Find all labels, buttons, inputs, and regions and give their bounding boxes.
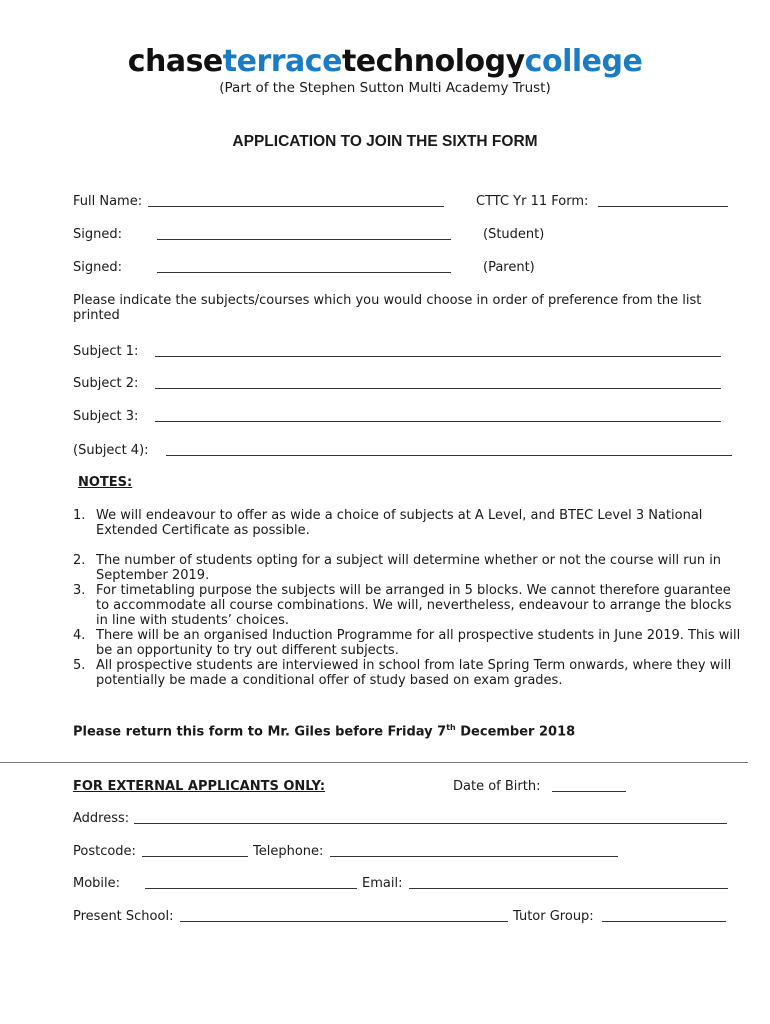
postcode-field[interactable] (142, 856, 248, 857)
logo-college: college (524, 44, 643, 79)
college-logo (0, 44, 770, 79)
dob-field[interactable] (552, 791, 626, 792)
present-school-field[interactable] (180, 921, 508, 922)
email-field[interactable] (409, 888, 728, 889)
note-item: 5. All prospective students are interviewed in school from late Spring Term onwards, where they will potentially be made a conditional offer of study based on exam grades. (73, 658, 732, 688)
address-label: Address: (73, 811, 130, 826)
note-item: 3. For timetabling purpose the subjects will be arranged in 5 blocks. We cannot therefore guarantee to accommodate all course combinations. We will, nevertheless, endeavour to arrange the blocks in line with students’ choices. (73, 583, 732, 628)
address-field[interactable] (134, 823, 727, 824)
tutor-group-label: Tutor Group: (513, 909, 594, 924)
parent-label: (Parent) (483, 260, 535, 275)
note-item: 1. We will endeavour to offer as wide a choice of subjects at A Level, and BTEC Level 3 National Extended Certificate as possible. (73, 508, 703, 538)
logo-chase: chase (127, 44, 223, 79)
note-item: 4. There will be an organised Induction Programme for all prospective students in June 2019. This will be an opportunity to try out different subjects. (73, 628, 741, 658)
dob-label: Date of Birth: (453, 779, 541, 794)
subject-4-label: (Subject 4): (73, 443, 149, 458)
external-heading: FOR EXTERNAL APPLICANTS ONLY: (73, 779, 326, 794)
present-school-label: Present School: (73, 909, 174, 924)
mobile-field[interactable] (145, 888, 357, 889)
student-label: (Student) (483, 227, 545, 242)
return-notice: Please return this form to Mr. Giles before Friday 7th December 2018 (73, 723, 576, 740)
student-signature-field[interactable] (157, 239, 451, 240)
form-field[interactable] (598, 206, 728, 207)
full-name-label: Full Name: (73, 194, 143, 209)
section-divider (0, 762, 748, 763)
subjects-instruction: Please indicate the subjects/courses which you would choose in order of preference from the list printed (73, 293, 702, 323)
signed-parent-label: Signed: (73, 260, 122, 275)
subject-1-label: Subject 1: (73, 344, 139, 359)
subject-2-label: Subject 2: (73, 376, 139, 391)
note-item: 2. The number of students opting for a subject will determine whether or not the course will run in September 2019. (73, 553, 722, 583)
notes-list (73, 508, 743, 688)
tutor-group-field[interactable] (602, 921, 726, 922)
subject-1-field[interactable] (155, 356, 721, 357)
subject-4-field[interactable] (166, 455, 732, 456)
subject-3-label: Subject 3: (73, 409, 139, 424)
form-label: CTTC Yr 11 Form: (476, 194, 589, 209)
notes-heading: NOTES: (78, 475, 133, 490)
parent-signature-field[interactable] (157, 272, 451, 273)
telephone-field[interactable] (330, 856, 618, 857)
postcode-label: Postcode: (73, 844, 136, 859)
trust-subtitle: (Part of the Stephen Sutton Multi Academy Trust) (219, 80, 551, 96)
logo-terrace: terrace (222, 44, 342, 79)
form-title: APPLICATION TO JOIN THE SIXTH FORM (232, 133, 538, 150)
subject-2-field[interactable] (155, 388, 721, 389)
email-label: Email: (362, 876, 403, 891)
mobile-label: Mobile: (73, 876, 121, 891)
signed-student-label: Signed: (73, 227, 122, 242)
logo-technology: technology (341, 44, 525, 79)
full-name-field[interactable] (148, 206, 444, 207)
telephone-label: Telephone: (253, 844, 324, 859)
subject-3-field[interactable] (155, 421, 721, 422)
